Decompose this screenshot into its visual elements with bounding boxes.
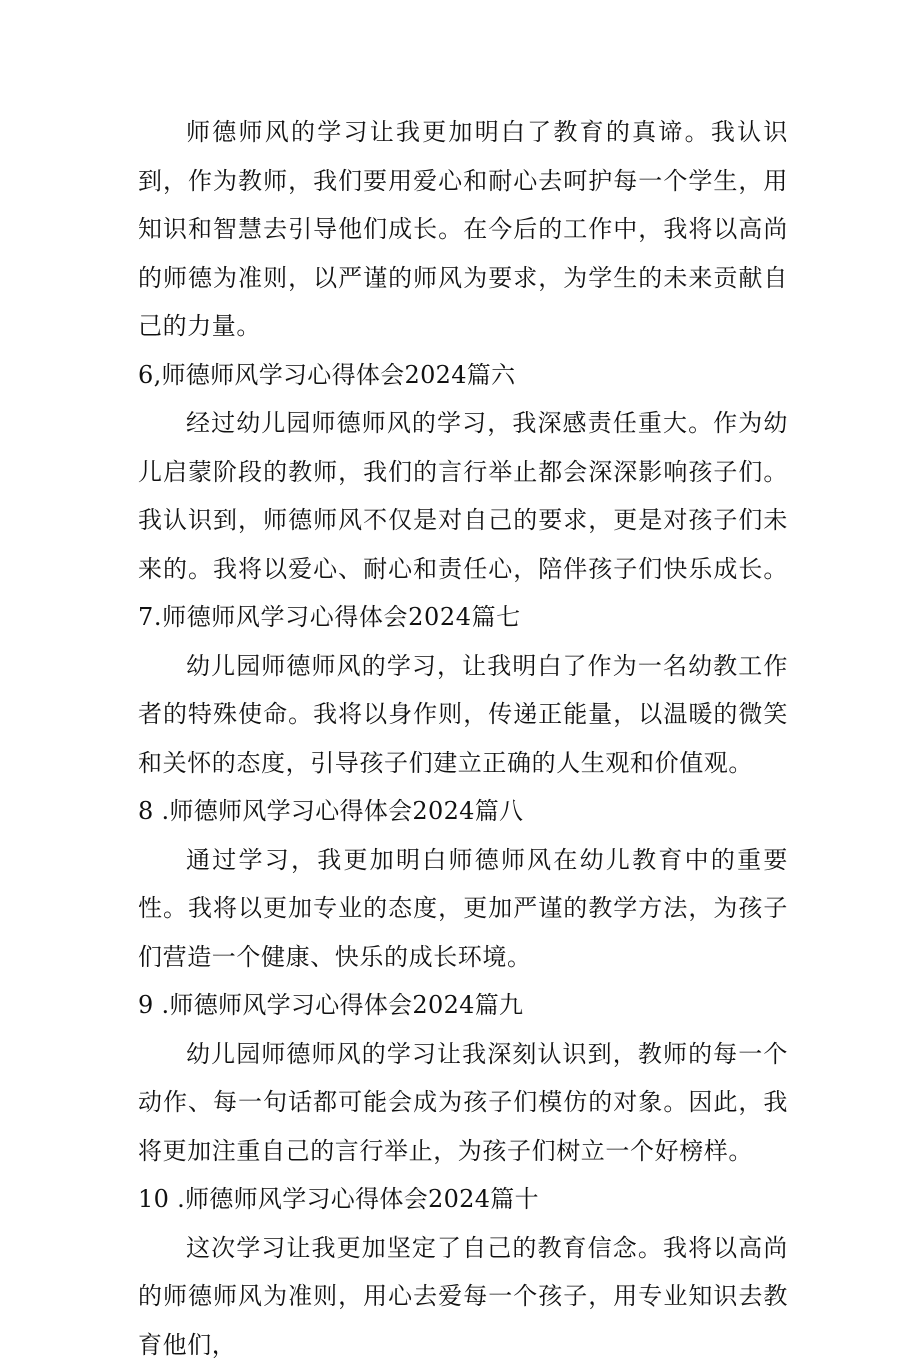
paragraph: 这次学习让我更加坚定了自己的教育信念。我将以高尚的师德师风为准则，用心去爱每一个孩子，用专业知识去教育他们， — [138, 1224, 788, 1369]
document-body — [138, 108, 788, 1369]
paragraph: 经过幼儿园师德师风的学习，我深感责任重大。作为幼儿启蒙阶段的教师，我们的言行举止都会深深影响孩子们。我认识到，师德师风不仅是对自己的要求，更是对孩子们未来的。我将以爱心、耐心和责任心，陪伴孩子们快乐成长。7.师德师风学习心得体会2024篇七 — [138, 399, 788, 642]
paragraph: 通过学习，我更加明白师德师风在幼儿教育中的重要性。我将以更加专业的态度，更加严谨的教学方法，为孩子们营造一个健康、快乐的成长环境。 — [138, 836, 788, 982]
section-heading: 6,师德师风学习心得体会2024篇六 — [138, 351, 788, 400]
paragraph: 幼儿园师德师风的学习让我深刻认识到，教师的每一个动作、每一句话都可能会成为孩子们模仿的对象。因此，我将更加注重自己的言行举止，为孩子们树立一个好榜样。 — [138, 1030, 788, 1176]
paragraph: 幼儿园师德师风的学习，让我明白了作为一名幼教工作者的特殊使命。我将以身作则，传递正能量，以温暖的微笑和关怀的态度，引导孩子们建立正确的人生观和价值观。 — [138, 642, 788, 788]
section-heading: 8 .师德师风学习心得体会2024篇八 — [138, 787, 788, 836]
section-heading: 9 .师德师风学习心得体会2024篇九 — [138, 981, 788, 1030]
paragraph: 师德师风的学习让我更加明白了教育的真谛。我认识到，作为教师，我们要用爱心和耐心去呵护每一个学生，用知识和智慧去引导他们成长。在今后的工作中，我将以高尚的师德为准则，以严谨的师风为要求，为学生的未来贡献自己的力量。 — [138, 108, 788, 351]
section-heading: 10 .师德师风学习心得体会2024篇十 — [138, 1175, 788, 1224]
